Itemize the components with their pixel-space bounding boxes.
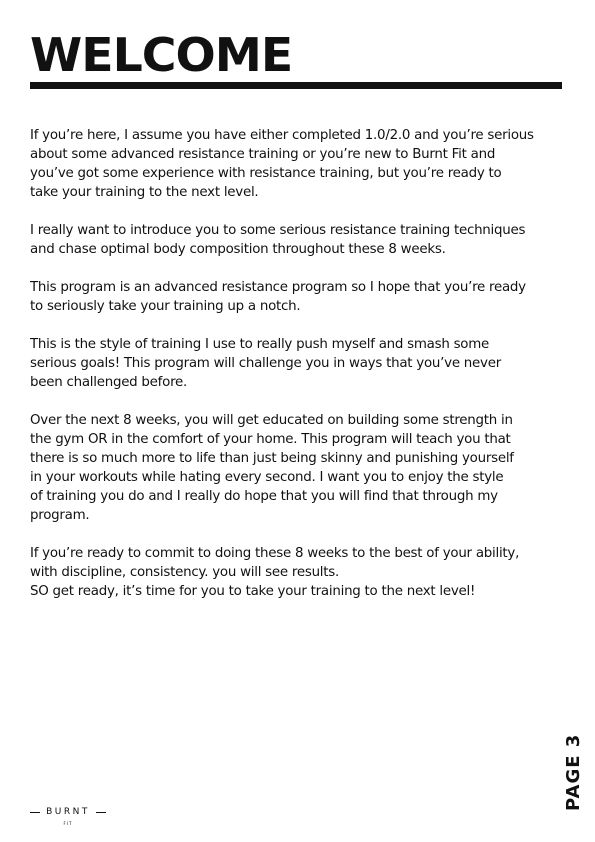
page-number: PAGE 3 [563, 733, 584, 811]
title-underline [30, 82, 562, 89]
paragraph-6: If you’re ready to commit to doing these 8 weeks to the best of your ability, with discipline, consistency. you will see results. SO get ready, it’s time for you to take your training to the next level! [30, 546, 520, 599]
page-title: WELCOME [30, 28, 293, 82]
paragraph-2: I really want to introduce you to some serious resistance training techniques and chase optimal body composition throughout these 8 weeks. [30, 223, 526, 257]
logo-wordmark: BURNT [46, 807, 90, 817]
brand-logo [30, 807, 106, 832]
paragraph-3: This program is an advanced resistance program so I hope that you’re ready to seriously take your training up a notch. [30, 280, 526, 314]
paragraph-5: Over the next 8 weeks, you will get educated on building some strength in the gym OR in the comfort of your home. This program will teach you that there is so much more to life than just being skinny and punishing yourself in your workouts while hating every second. I want you to enjoy the style of training you do and I really do hope that you will find that through my program. [30, 413, 514, 523]
paragraph-4: This is the style of training I use to really push myself and smash some serious goals! This program will challenge you in ways that you’ve never been challenged before. [30, 337, 501, 390]
paragraph-1: If you’re here, I assume you have either completed 1.0/2.0 and you’re serious about some advanced resistance training or you’re new to Burnt Fit and you’ve got some experience with resistance training, but you’re ready to take your training to the next level. [30, 128, 534, 200]
logo-subtitle: FIT [63, 821, 73, 826]
body-text [30, 126, 570, 620]
